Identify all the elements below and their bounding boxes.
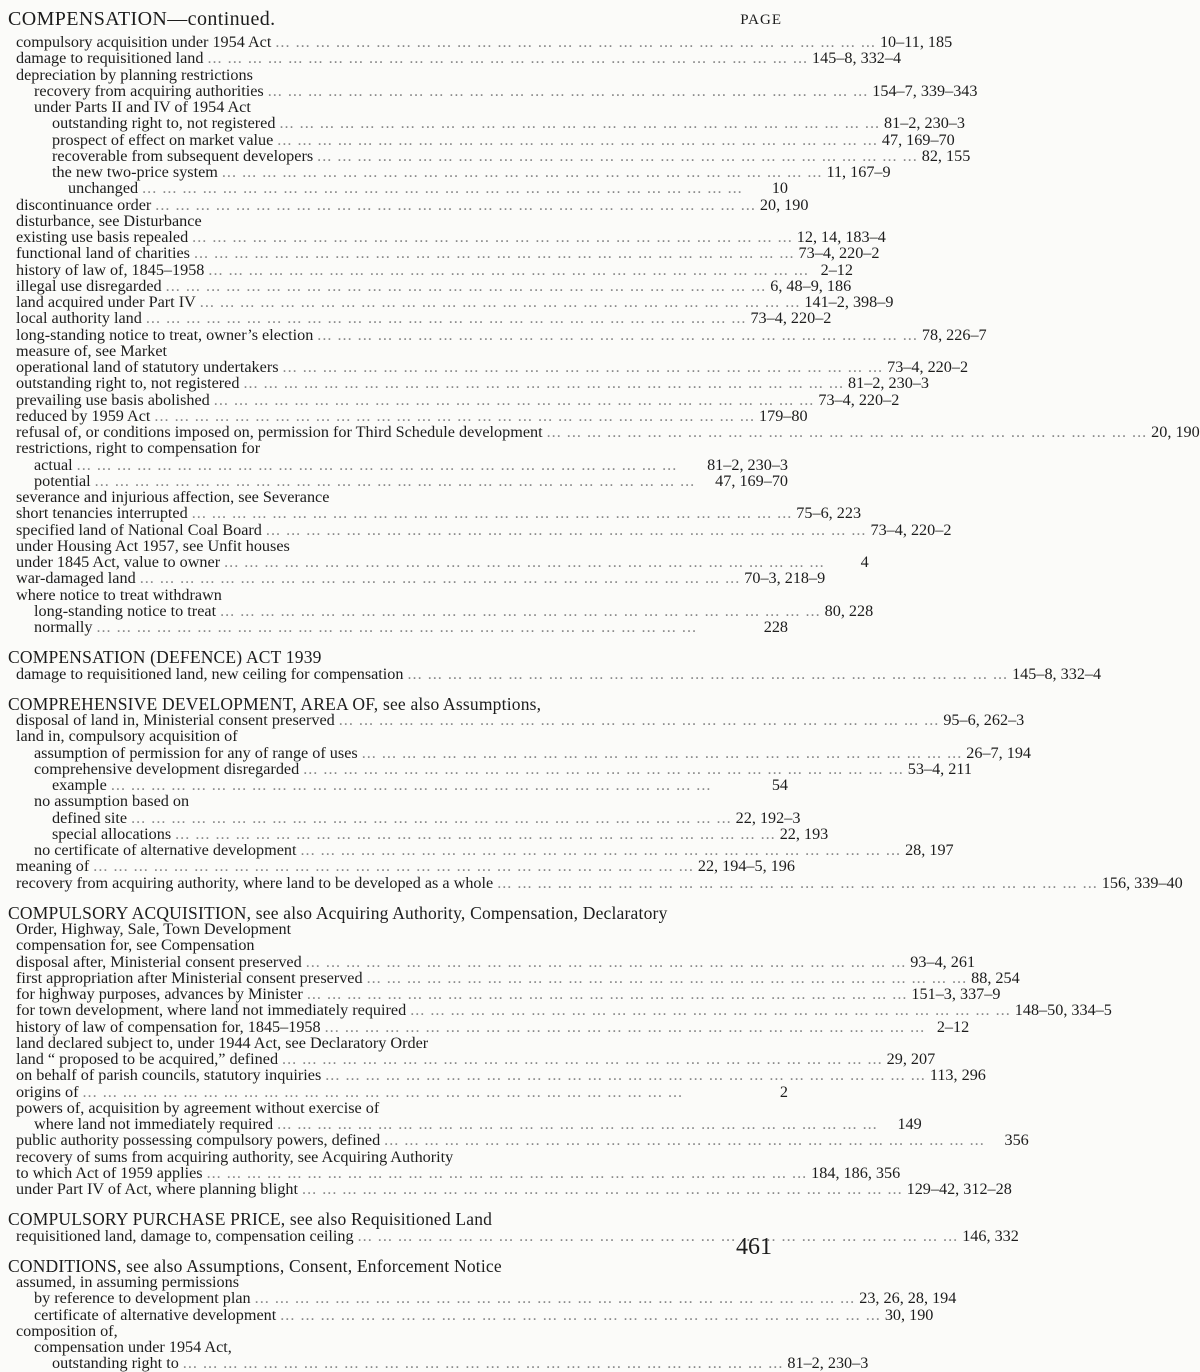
index-entry: [8, 619, 788, 635]
entry-text: compensation for, see Compensation: [16, 936, 255, 955]
dot-leader: [188, 505, 797, 521]
index-entry: [8, 67, 788, 83]
entry-pages: 95–6, 262–3: [943, 711, 1025, 729]
entry-text: COMPREHENSIVE DEVELOPMENT, AREA OF, see also Assumptions,: [8, 693, 542, 714]
entry-pages: 82, 155: [921, 146, 971, 165]
entry-text: measure of, see Market: [16, 341, 168, 360]
index-entry: [8, 228, 886, 246]
entry-text: land “ proposed to be acquired,” defined: [16, 1050, 279, 1068]
entry-text: by reference to development plan: [34, 1289, 251, 1308]
entry-text: requisitioned land, damage to, compensation ceiling: [16, 1226, 354, 1245]
entry-text: under Housing Act 1957, see Unfit houses: [16, 536, 290, 555]
dot-leader: [151, 197, 760, 213]
entry-text: outstanding right to: [52, 1354, 179, 1372]
running-title: COMPENSATION—continued.: [8, 8, 276, 30]
dot-leader: [493, 875, 1102, 891]
entry-pages: 81–2, 230–3: [884, 114, 965, 133]
entry-pages: 12, 14, 183–4: [796, 228, 886, 246]
dot-leader: [138, 180, 748, 196]
index-entry: [8, 390, 900, 409]
index-entry: [8, 293, 894, 311]
dot-leader: [92, 619, 748, 635]
index-entry: [8, 1001, 1112, 1020]
index-entry: [8, 1323, 788, 1339]
index-entry: [8, 841, 954, 859]
entry-pages: 184, 186, 356: [811, 1163, 901, 1182]
entry-text: certificate of alternative development: [34, 1305, 277, 1324]
dot-leader: [358, 745, 967, 761]
entry-pages: 81–2, 230–3: [707, 455, 788, 474]
entry-text: long-standing notice to treat, owner’s election: [16, 325, 314, 344]
index-entry: [8, 952, 976, 971]
index-entry: [8, 374, 929, 393]
dot-leader: [190, 245, 799, 261]
entry-text: powers of, acquisition by agreement without exercise of: [16, 1098, 380, 1117]
index-entry: [8, 1035, 788, 1051]
entry-text: operational land of statutory undertakers: [16, 358, 279, 376]
index-heading: [8, 1255, 788, 1276]
dot-leader: [162, 278, 771, 294]
index-entry: [8, 1226, 1019, 1245]
index-entry: [8, 857, 795, 876]
entry-pages: 93–4, 261: [910, 952, 976, 971]
entry-text: example: [52, 776, 107, 794]
index-entry: [8, 276, 852, 295]
entry-text: prevailing use basis abolished: [16, 390, 210, 409]
entry-pages: 149: [897, 1115, 922, 1133]
entry-text: meaning of: [16, 857, 90, 876]
entry-pages: 20, 190: [1151, 423, 1200, 441]
index-entry: [8, 489, 788, 505]
dot-leader: [91, 473, 716, 489]
page-number: 461: [736, 1234, 772, 1260]
index-entry: [8, 937, 788, 953]
dot-leader: [107, 777, 748, 793]
entry-text: Order, Highway, Sale, Town Development: [16, 920, 292, 938]
entry-pages: 26–7, 194: [966, 743, 1032, 762]
page-column-label: PAGE: [740, 12, 782, 28]
dot-leader: [404, 666, 1013, 682]
index-entry: [8, 343, 788, 359]
index-entry: [8, 33, 953, 51]
index-entry: [8, 325, 987, 344]
dot-leader: [321, 1019, 930, 1035]
index-entry: [8, 114, 965, 133]
entry-text: the new two-price system: [52, 163, 218, 181]
dot-leader: [150, 408, 759, 424]
entry-text: prospect of effect on market value: [52, 130, 274, 149]
dot-leader: [188, 229, 797, 245]
index-entry: [8, 195, 809, 214]
dot-leader: [210, 392, 819, 408]
entry-text: COMPULSORY PURCHASE PRICE, see also Requisitioned Land: [8, 1209, 493, 1230]
entry-text: compulsory acquisition under 1954 Act: [16, 33, 272, 51]
entry-pages: 47, 169–70: [715, 471, 788, 490]
entry-text: under Parts II and IV of 1954 Act: [34, 98, 251, 116]
index-entry: [8, 1289, 957, 1308]
entry-pages: 73–4, 220–2: [887, 358, 969, 376]
entry-text: history of law of compensation for, 1845–1958: [16, 1017, 321, 1036]
dot-leader: [264, 83, 873, 99]
dot-leader: [543, 424, 1152, 440]
index-entry: [8, 423, 1200, 441]
entry-text: restrictions, right to compensation for: [16, 439, 261, 458]
index-entry: [8, 664, 1102, 683]
dot-leader: [363, 970, 972, 986]
entry-pages: 10–11, 185: [879, 33, 953, 51]
dot-leader: [127, 810, 736, 826]
index-entry: [8, 793, 788, 809]
entry-text: refusal of, or conditions imposed on, permission for Third Schedule development: [16, 423, 543, 441]
index-heading: [8, 693, 788, 714]
dot-leader: [216, 603, 825, 619]
entry-text: existing use basis repealed: [16, 228, 189, 246]
entry-pages: 151–3, 337–9: [911, 985, 1001, 1003]
dot-leader: [89, 858, 698, 874]
entry-text: public authority possessing compulsory powers, defined: [16, 1131, 381, 1150]
dot-leader: [296, 842, 905, 858]
entry-text: unchanged: [68, 179, 139, 198]
entry-text: CONDITIONS, see also Assumptions, Consent, Enforcement Notice: [8, 1255, 502, 1276]
entry-text: reduced by 1959 Act: [16, 406, 151, 425]
index-entry: [8, 711, 1025, 729]
entry-pages: 70–3, 218–9: [744, 569, 826, 588]
dot-leader: [79, 1084, 749, 1100]
entry-pages: 80, 228: [824, 601, 874, 620]
entry-pages: 54: [771, 776, 788, 794]
index-entry: [8, 1084, 788, 1100]
entry-pages: 47, 169–70: [881, 130, 955, 149]
dot-leader: [204, 262, 813, 278]
entry-pages: 148–50, 334–5: [1014, 1001, 1112, 1020]
dot-leader: [276, 1307, 885, 1323]
index-entry: [8, 1066, 986, 1085]
entry-text: where land not immediately required: [34, 1115, 274, 1133]
index-entry: [8, 1305, 934, 1324]
dot-leader: [239, 375, 848, 391]
entry-text: functional land of charities: [16, 244, 190, 263]
dot-leader: [278, 1051, 887, 1067]
entry-text: potential: [34, 471, 91, 490]
entry-text: actual: [34, 455, 73, 474]
entry-text: comprehensive development disregarded: [34, 759, 300, 778]
entry-text: on behalf of parish councils, statutory inquiries: [16, 1066, 322, 1085]
entry-pages: 22, 192–3: [735, 808, 801, 827]
index-entry: [8, 728, 788, 744]
entry-text: specified land of National Coal Board: [16, 520, 262, 539]
entry-pages: 88, 254: [971, 968, 1020, 987]
entry-pages: 73–4, 220–2: [818, 390, 900, 409]
dot-leader: [262, 522, 871, 538]
entry-pages: 228: [763, 618, 788, 636]
index-entry: [8, 1149, 788, 1165]
index-entry: [8, 759, 972, 778]
dot-leader: [313, 148, 922, 164]
entry-pages: 22, 193: [779, 824, 829, 843]
dot-leader: [251, 1290, 860, 1306]
entry-pages: 73–4, 220–2: [798, 244, 880, 263]
dot-leader: [299, 761, 908, 777]
index-heading: [8, 1209, 788, 1230]
index-entry: [8, 130, 955, 149]
entry-text: damage to requisitioned land, new ceiling for compensation: [16, 664, 404, 683]
entry-pages: 81–2, 230–3: [787, 1354, 869, 1372]
dot-leader: [275, 115, 884, 131]
index-entry: [8, 569, 826, 588]
entry-text: recovery from acquiring authority, where land to be developed as a whole: [16, 873, 494, 892]
entry-pages: 20, 190: [759, 195, 809, 214]
dot-leader: [203, 50, 812, 66]
entry-text: outstanding right to, not registered: [52, 114, 276, 133]
entry-text: normally: [34, 618, 93, 636]
index-entry: [8, 1180, 1012, 1198]
entry-text: compensation under 1954 Act,: [34, 1338, 232, 1356]
entry-pages: 145–8, 332–4: [812, 49, 902, 68]
entry-pages: 6, 48–9, 186: [770, 276, 852, 295]
index-entry: [8, 99, 788, 115]
index-entry: [8, 1100, 788, 1116]
entry-text: damage to requisitioned land: [16, 49, 204, 68]
dot-leader: [406, 1002, 1015, 1018]
entry-pages: 30, 190: [884, 1305, 934, 1324]
index-entry: [8, 146, 971, 165]
dot-leader: [303, 986, 912, 1002]
entry-pages: 11, 167–9: [826, 163, 891, 181]
entry-pages: 53–4, 211: [907, 759, 972, 778]
dot-leader: [279, 359, 888, 375]
index-entry: [8, 985, 1001, 1003]
index-entry: [8, 440, 788, 456]
entry-pages: 2: [779, 1082, 788, 1101]
entry-text: special allocations: [52, 824, 172, 843]
entry-text: composition of,: [16, 1321, 118, 1340]
entry-pages: 10: [771, 179, 788, 198]
index-entry: [8, 808, 801, 827]
dot-leader: [380, 1132, 989, 1148]
entry-text: local authority land: [16, 309, 142, 328]
index-entry: [8, 473, 788, 489]
index-entry: [8, 1163, 901, 1182]
index-entry: [8, 873, 1183, 892]
entry-pages: 81–2, 230–3: [848, 374, 929, 393]
dot-leader: [271, 34, 880, 50]
entry-pages: 356: [1004, 1131, 1029, 1150]
index-entry: [8, 81, 978, 100]
index-entry: [8, 1017, 970, 1036]
entry-text: disposal after, Ministerial consent preserved: [16, 952, 302, 971]
entry-pages: 146, 332: [962, 1226, 1019, 1245]
index-entry: [8, 538, 788, 554]
entry-text: disturbance, see Disturbance: [16, 211, 202, 230]
entry-pages: 28, 197: [905, 841, 954, 859]
entry-text: recovery of sums from acquiring authority, see Acquiring Authority: [16, 1147, 454, 1166]
index-entry: [8, 260, 853, 279]
index-entry: [8, 504, 862, 523]
index-entry: [8, 968, 1020, 987]
dot-leader: [302, 954, 911, 970]
entry-text: outstanding right to, not registered: [16, 374, 240, 393]
index-entry: [8, 163, 891, 181]
dot-leader: [136, 570, 745, 586]
index-entry: [8, 921, 788, 937]
entry-text: COMPENSATION (DEFENCE) ACT 1939: [8, 647, 322, 668]
entry-pages: 23, 26, 28, 194: [859, 1289, 957, 1308]
entry-text: to which Act of 1959 applies: [16, 1163, 203, 1182]
entry-text: where notice to treat withdrawn: [16, 585, 222, 604]
entry-text: assumed, in assuming permissions: [16, 1273, 240, 1291]
dot-leader: [298, 1181, 907, 1197]
entry-pages: 29, 207: [886, 1050, 936, 1068]
dot-leader: [273, 1116, 882, 1132]
dot-leader: [273, 132, 882, 148]
entry-pages: 145–8, 332–4: [1012, 664, 1102, 683]
index-entry: [8, 1115, 922, 1133]
entry-pages: 73–4, 220–2: [750, 309, 832, 328]
dot-leader: [73, 457, 707, 473]
entry-text: land in, compulsory acquisition of: [16, 727, 238, 746]
index-entry: [8, 180, 788, 196]
entry-text: defined site: [52, 808, 128, 827]
index-entry: [8, 244, 880, 263]
entry-pages: 141–2, 398–9: [804, 293, 894, 311]
dot-leader: [171, 826, 780, 842]
dot-leader: [335, 712, 944, 728]
index-entry: [8, 824, 829, 843]
entry-text: for town development, where land not immediately required: [16, 1001, 407, 1020]
index-heading: [8, 647, 788, 668]
entry-text: long-standing notice to treat: [34, 601, 217, 620]
entry-text: COMPULSORY ACQUISITION, see also Acquiring Authority, Compensation, Declaratory: [8, 902, 668, 923]
entry-pages: 75–6, 223: [796, 504, 862, 523]
entry-pages: 113, 296: [929, 1066, 986, 1085]
entry-text: short tenancies interrupted: [16, 504, 188, 523]
entry-text: history of law of, 1845–1958: [16, 260, 205, 279]
entry-text: origins of: [16, 1082, 79, 1101]
entry-text: land declared subject to, under 1944 Act, see Declaratory Order: [16, 1033, 429, 1052]
dot-leader: [179, 1355, 788, 1371]
entry-text: recovery from acquiring authorities: [34, 81, 264, 100]
entry-pages: 78, 226–7: [921, 325, 987, 344]
dot-leader: [313, 327, 922, 343]
index-entry: [8, 1339, 788, 1355]
index-entries: [8, 33, 1200, 1372]
index-entry: [8, 406, 808, 425]
entry-text: disposal of land in, Ministerial consent preserved: [16, 711, 335, 729]
index-entry: [8, 520, 952, 539]
index-entry: [8, 587, 788, 603]
entry-pages: 2–12: [936, 1017, 970, 1036]
entry-text: recoverable from subsequent developers: [52, 146, 314, 165]
index-entry: [8, 309, 832, 328]
entry-text: first appropriation after Ministerial consent preserved: [16, 968, 363, 987]
index-entry: [8, 1050, 936, 1068]
dot-leader: [321, 1067, 930, 1083]
entry-pages: 2–12: [820, 260, 853, 279]
entry-pages: 179–80: [759, 406, 808, 425]
index-entry: [8, 777, 788, 793]
index-entry: [8, 213, 788, 229]
dot-leader: [218, 164, 827, 180]
entry-text: for highway purposes, advances by Minister: [16, 985, 303, 1003]
index-heading: [8, 902, 788, 923]
index-entry: [8, 743, 1032, 762]
index-entry: [8, 1354, 869, 1372]
entry-text: war-damaged land: [16, 569, 136, 588]
index-entry: [8, 49, 902, 68]
dot-leader: [196, 294, 805, 310]
entry-text: land acquired under Part IV: [16, 293, 196, 311]
entry-text: severance and injurious affection, see Severance: [16, 488, 330, 506]
entry-text: no certificate of alternative development: [34, 841, 297, 859]
entry-pages: 4: [860, 553, 869, 571]
entry-pages: 156, 339–40: [1101, 873, 1183, 892]
entry-text: illegal use disregarded: [16, 276, 162, 295]
entry-pages: 154–7, 339–343: [872, 81, 978, 100]
index-entry: [8, 1131, 1029, 1150]
index-entry: [8, 457, 788, 473]
entry-text: discontinuance order: [16, 195, 152, 214]
entry-pages: 22, 194–5, 196: [697, 857, 795, 876]
index-entry: [8, 1274, 788, 1290]
running-header: [8, 8, 790, 32]
entry-pages: 73–4, 220–2: [870, 520, 952, 539]
entry-text: assumption of permission for any of range of uses: [34, 743, 358, 762]
entry-text: under 1845 Act, value to owner: [16, 553, 221, 571]
index-entry: [8, 553, 869, 571]
dot-leader: [142, 310, 751, 326]
dot-leader: [203, 1165, 812, 1181]
entry-text: depreciation by planning restrictions: [16, 65, 253, 84]
entry-text: no assumption based on: [34, 792, 190, 811]
dot-leader: [354, 1228, 963, 1244]
entry-pages: 129–42, 312–28: [906, 1180, 1012, 1198]
dot-leader: [220, 554, 829, 570]
index-entry: [8, 358, 969, 376]
entry-text: under Part IV of Act, where planning blight: [16, 1180, 299, 1198]
index-entry: [8, 601, 874, 620]
